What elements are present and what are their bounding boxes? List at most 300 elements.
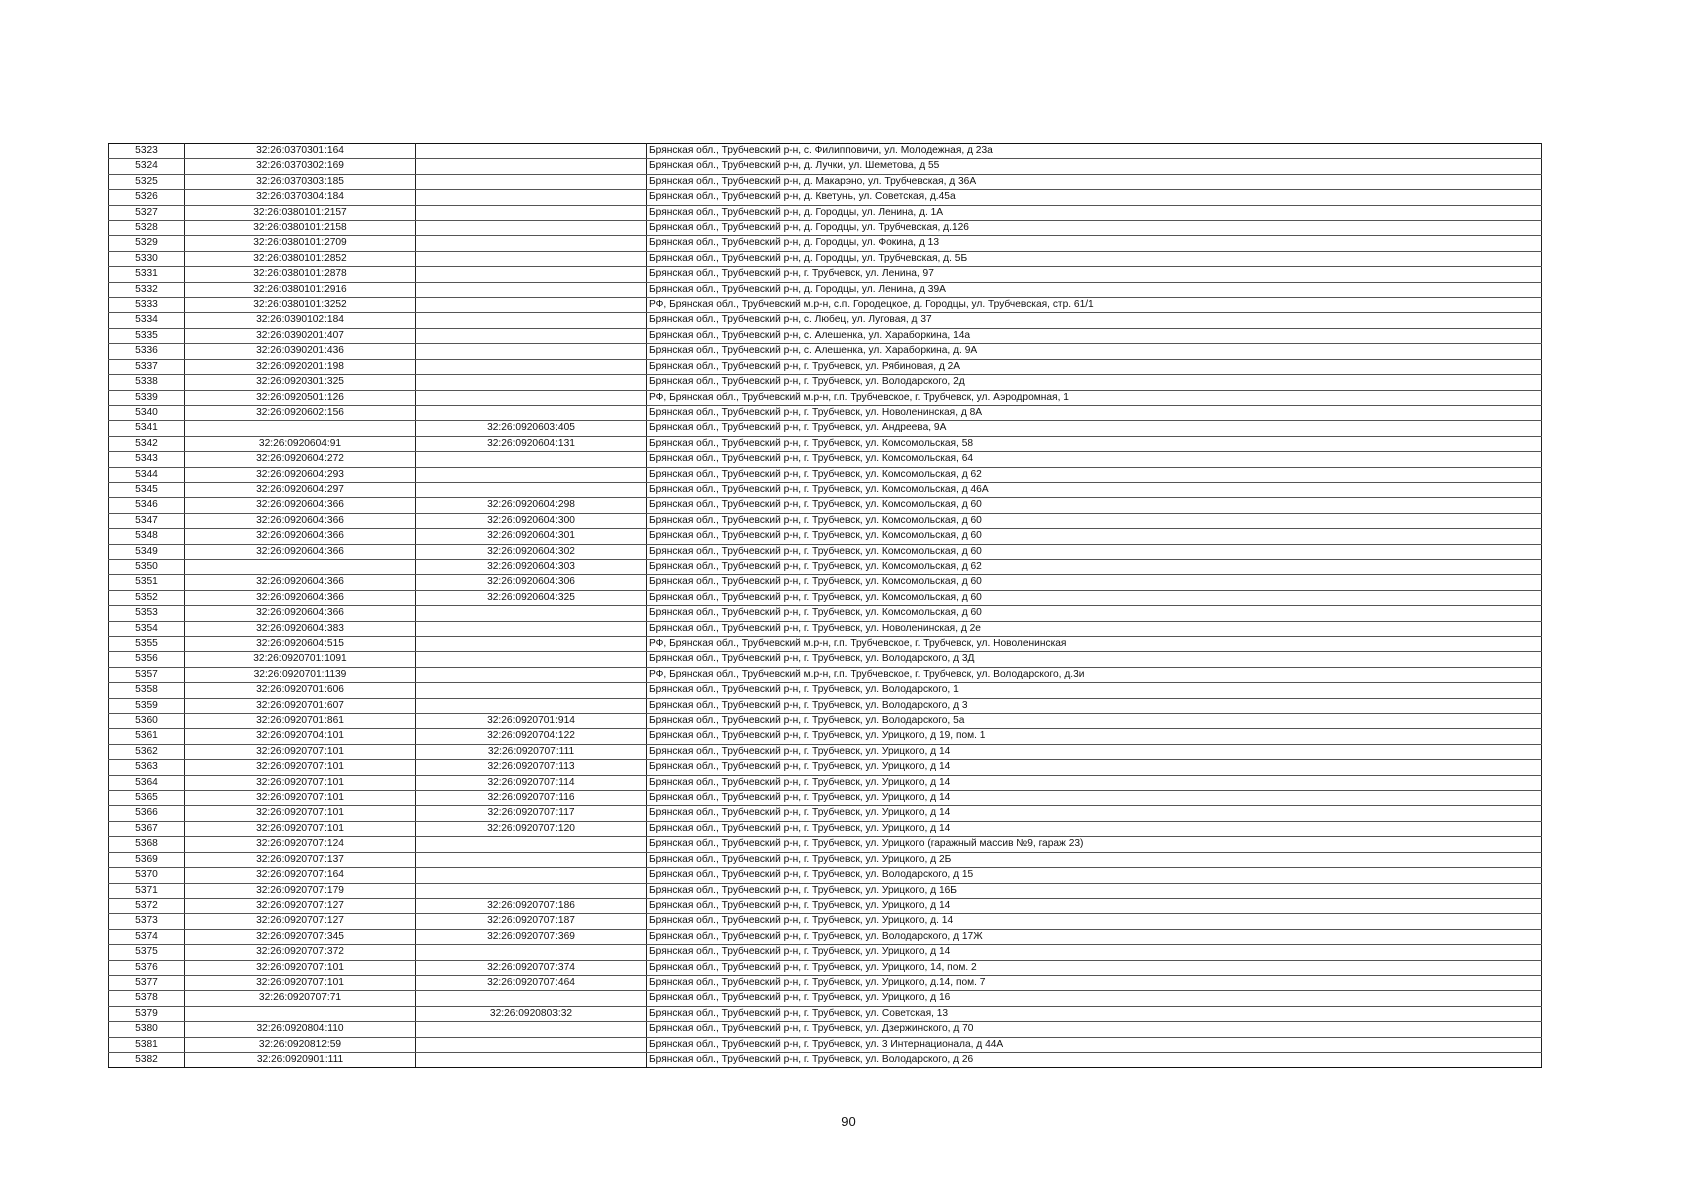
- row-number-cell: 5330: [109, 251, 185, 266]
- address-cell: Брянская обл., Трубчевский р-н, г. Трубчевск, ул. Урицкого, д 14: [647, 945, 1542, 960]
- cadastral-number-cell: 32:26:0370301:164: [185, 144, 416, 159]
- sub-cadastral-number-cell: 32:26:0920603:405: [416, 421, 647, 436]
- address-cell: Брянская обл., Трубчевский р-н, г. Трубчевск, ул. Советская, 13: [647, 1006, 1542, 1021]
- row-number-cell: 5336: [109, 344, 185, 359]
- address-cell: Брянская обл., Трубчевский р-н, г. Трубчевск, ул. Урицкого, д 19, пом. 1: [647, 729, 1542, 744]
- row-number-cell: 5335: [109, 328, 185, 343]
- row-number-cell: 5340: [109, 405, 185, 420]
- sub-cadastral-number-cell: 32:26:0920707:117: [416, 806, 647, 821]
- cadastral-number-cell: 32:26:0920701:607: [185, 698, 416, 713]
- cadastral-number-cell: 32:26:0380101:3252: [185, 298, 416, 313]
- row-number-cell: 5360: [109, 714, 185, 729]
- table-row: [109, 159, 1542, 174]
- sub-cadastral-number-cell: [416, 405, 647, 420]
- sub-cadastral-number-cell: [416, 621, 647, 636]
- row-number-cell: 5346: [109, 498, 185, 513]
- table-row: [109, 590, 1542, 605]
- cadastral-number-cell: 32:26:0380101:2709: [185, 236, 416, 251]
- table-row: [109, 328, 1542, 343]
- cadastral-number-cell: 32:26:0370302:169: [185, 159, 416, 174]
- sub-cadastral-number-cell: [416, 267, 647, 282]
- sub-cadastral-number-cell: 32:26:0920604:325: [416, 590, 647, 605]
- row-number-cell: 5349: [109, 544, 185, 559]
- address-cell: Брянская обл., Трубчевский р-н, г. Трубчевск, ул. Урицкого, д 14: [647, 775, 1542, 790]
- sub-cadastral-number-cell: 32:26:0920604:131: [416, 436, 647, 451]
- row-number-cell: 5381: [109, 1037, 185, 1052]
- address-cell: РФ, Брянская обл., Трубчевский м.р-н, г.п. Трубчевское, г. Трубчевск, ул. Новоленинская: [647, 637, 1542, 652]
- sub-cadastral-number-cell: [416, 868, 647, 883]
- row-number-cell: 5368: [109, 837, 185, 852]
- sub-cadastral-number-cell: [416, 467, 647, 482]
- sub-cadastral-number-cell: [416, 313, 647, 328]
- sub-cadastral-number-cell: [416, 482, 647, 497]
- sub-cadastral-number-cell: [416, 221, 647, 236]
- table-row: [109, 821, 1542, 836]
- sub-cadastral-number-cell: 32:26:0920604:298: [416, 498, 647, 513]
- cadastral-number-cell: 32:26:0920707:124: [185, 837, 416, 852]
- cadastral-number-cell: 32:26:0920604:366: [185, 513, 416, 528]
- row-number-cell: 5343: [109, 452, 185, 467]
- sub-cadastral-number-cell: [416, 390, 647, 405]
- table-row: [109, 1037, 1542, 1052]
- address-cell: Брянская обл., Трубчевский р-н, г. Трубчевск, ул. Володарского, 1: [647, 683, 1542, 698]
- cadastral-number-cell: 32:26:0920707:71: [185, 991, 416, 1006]
- table-row: [109, 559, 1542, 574]
- address-cell: Брянская обл., Трубчевский р-н, г. Трубчевск, ул. Комсомольская, 58: [647, 436, 1542, 451]
- row-number-cell: 5351: [109, 575, 185, 590]
- row-number-cell: 5374: [109, 929, 185, 944]
- address-cell: Брянская обл., Трубчевский р-н, д. Макарэно, ул. Трубчевская, д 36А: [647, 174, 1542, 189]
- cadastral-number-cell: 32:26:0920707:137: [185, 852, 416, 867]
- table-row: [109, 837, 1542, 852]
- row-number-cell: 5378: [109, 991, 185, 1006]
- table-row: [109, 1006, 1542, 1021]
- sub-cadastral-number-cell: 32:26:0920707:120: [416, 821, 647, 836]
- cadastral-number-cell: 32:26:0920707:372: [185, 945, 416, 960]
- table-row: [109, 606, 1542, 621]
- cadastral-number-cell: 32:26:0920707:101: [185, 806, 416, 821]
- table-row: [109, 929, 1542, 944]
- sub-cadastral-number-cell: [416, 282, 647, 297]
- row-number-cell: 5347: [109, 513, 185, 528]
- table-row: [109, 513, 1542, 528]
- table-row: [109, 529, 1542, 544]
- row-number-cell: 5342: [109, 436, 185, 451]
- row-number-cell: 5355: [109, 637, 185, 652]
- row-number-cell: 5350: [109, 559, 185, 574]
- table-row: [109, 714, 1542, 729]
- address-cell: Брянская обл., Трубчевский р-н, с. Любец, ул. Луговая, д 37: [647, 313, 1542, 328]
- table-row: [109, 1022, 1542, 1037]
- sub-cadastral-number-cell: [416, 159, 647, 174]
- cadastral-number-cell: 32:26:0920707:101: [185, 821, 416, 836]
- address-cell: Брянская обл., Трубчевский р-н, с. Алешенка, ул. Хараборкина, д. 9А: [647, 344, 1542, 359]
- cadastral-number-cell: 32:26:0390201:436: [185, 344, 416, 359]
- cadastral-number-cell: 32:26:0920707:101: [185, 960, 416, 975]
- row-number-cell: 5369: [109, 852, 185, 867]
- address-cell: Брянская обл., Трубчевский р-н, г. Трубчевск, ул. Урицкого, д 14: [647, 791, 1542, 806]
- cadastral-number-cell: 32:26:0390201:407: [185, 328, 416, 343]
- row-number-cell: 5339: [109, 390, 185, 405]
- table-row: [109, 1052, 1542, 1067]
- address-cell: Брянская обл., Трубчевский р-н, г. Трубчевск, ул. Урицкого, д 2Б: [647, 852, 1542, 867]
- address-cell: Брянская обл., Трубчевский р-н, г. Трубчевск, ул. Комсомольская, д 60: [647, 606, 1542, 621]
- table-row: [109, 914, 1542, 929]
- table-row: [109, 729, 1542, 744]
- sub-cadastral-number-cell: [416, 698, 647, 713]
- table-row: [109, 975, 1542, 990]
- table-row: [109, 221, 1542, 236]
- cadastral-number-cell: 32:26:0920604:297: [185, 482, 416, 497]
- row-number-cell: 5348: [109, 529, 185, 544]
- cadastral-number-cell: 32:26:0370304:184: [185, 190, 416, 205]
- row-number-cell: 5338: [109, 375, 185, 390]
- cadastral-number-cell: 32:26:0920804:110: [185, 1022, 416, 1037]
- address-cell: Брянская обл., Трубчевский р-н, г. Трубчевск, ул. Урицкого, д 16Б: [647, 883, 1542, 898]
- cadastral-number-cell: 32:26:0920604:383: [185, 621, 416, 636]
- row-number-cell: 5370: [109, 868, 185, 883]
- address-cell: Брянская обл., Трубчевский р-н, г. Трубчевск, ул. Володарского, 2д: [647, 375, 1542, 390]
- sub-cadastral-number-cell: [416, 328, 647, 343]
- table-row: [109, 868, 1542, 883]
- table-row: [109, 205, 1542, 220]
- address-cell: Брянская обл., Трубчевский р-н, г. Трубчевск, ул. Комсомольская, д 60: [647, 529, 1542, 544]
- sub-cadastral-number-cell: [416, 945, 647, 960]
- row-number-cell: 5356: [109, 652, 185, 667]
- row-number-cell: 5375: [109, 945, 185, 960]
- sub-cadastral-number-cell: [416, 344, 647, 359]
- row-number-cell: 5358: [109, 683, 185, 698]
- row-number-cell: 5359: [109, 698, 185, 713]
- cadastral-number-cell: 32:26:0920901:111: [185, 1052, 416, 1067]
- table-row: [109, 744, 1542, 759]
- cadastral-number-cell: 32:26:0920707:127: [185, 898, 416, 913]
- sub-cadastral-number-cell: [416, 637, 647, 652]
- sub-cadastral-number-cell: [416, 144, 647, 159]
- address-cell: Брянская обл., Трубчевский р-н, г. Трубчевск, ул. Урицкого, д 14: [647, 760, 1542, 775]
- table-row: [109, 313, 1542, 328]
- address-cell: Брянская обл., Трубчевский р-н, г. Трубчевск, ул. Новоленинская, д 2е: [647, 621, 1542, 636]
- cadastral-number-cell: 32:26:0920701:1091: [185, 652, 416, 667]
- registry-table-body: [109, 144, 1542, 1068]
- cadastral-number-cell: 32:26:0920301:325: [185, 375, 416, 390]
- table-row: [109, 991, 1542, 1006]
- row-number-cell: 5337: [109, 359, 185, 374]
- row-number-cell: 5324: [109, 159, 185, 174]
- sub-cadastral-number-cell: [416, 683, 647, 698]
- address-cell: Брянская обл., Трубчевский р-н, г. Трубчевск, ул. Комсомольская, д 60: [647, 575, 1542, 590]
- table-row: [109, 375, 1542, 390]
- table-row: [109, 405, 1542, 420]
- row-number-cell: 5379: [109, 1006, 185, 1021]
- row-number-cell: 5326: [109, 190, 185, 205]
- table-row: [109, 144, 1542, 159]
- row-number-cell: 5362: [109, 744, 185, 759]
- sub-cadastral-number-cell: [416, 452, 647, 467]
- table-row: [109, 482, 1542, 497]
- cadastral-number-cell: 32:26:0920604:272: [185, 452, 416, 467]
- table-row: [109, 652, 1542, 667]
- address-cell: Брянская обл., Трубчевский р-н, с. Алешенка, ул. Хараборкина, 14а: [647, 328, 1542, 343]
- sub-cadastral-number-cell: [416, 205, 647, 220]
- row-number-cell: 5328: [109, 221, 185, 236]
- row-number-cell: 5329: [109, 236, 185, 251]
- cadastral-number-cell: 32:26:0920707:179: [185, 883, 416, 898]
- sub-cadastral-number-cell: [416, 1022, 647, 1037]
- row-number-cell: 5357: [109, 667, 185, 682]
- page-number: 90: [841, 1114, 856, 1129]
- row-number-cell: 5327: [109, 205, 185, 220]
- table-row: [109, 852, 1542, 867]
- table-row: [109, 575, 1542, 590]
- sub-cadastral-number-cell: 32:26:0920707:116: [416, 791, 647, 806]
- address-cell: РФ, Брянская обл., Трубчевский м.р-н, с.п. Городецкое, д. Городцы, ул. Трубчевская, стр. 61/1: [647, 298, 1542, 313]
- cadastral-number-cell: 32:26:0920201:198: [185, 359, 416, 374]
- table-row: [109, 452, 1542, 467]
- cadastral-number-cell: 32:26:0920707:101: [185, 744, 416, 759]
- address-cell: Брянская обл., Трубчевский р-н, г. Трубчевск, ул. Комсомольская, д 60: [647, 590, 1542, 605]
- row-number-cell: 5352: [109, 590, 185, 605]
- row-number-cell: 5365: [109, 791, 185, 806]
- row-number-cell: 5373: [109, 914, 185, 929]
- sub-cadastral-number-cell: 32:26:0920707:374: [416, 960, 647, 975]
- address-cell: Брянская обл., Трубчевский р-н, г. Трубчевск, ул. Урицкого, д 14: [647, 821, 1542, 836]
- address-cell: Брянская обл., Трубчевский р-н, г. Трубчевск, ул. Урицкого, д 16: [647, 991, 1542, 1006]
- table-row: [109, 945, 1542, 960]
- sub-cadastral-number-cell: 32:26:0920707:186: [416, 898, 647, 913]
- cadastral-number-cell: 32:26:0920701:1139: [185, 667, 416, 682]
- table-row: [109, 436, 1542, 451]
- table-row: [109, 637, 1542, 652]
- sub-cadastral-number-cell: 32:26:0920707:114: [416, 775, 647, 790]
- sub-cadastral-number-cell: 32:26:0920604:306: [416, 575, 647, 590]
- address-cell: Брянская обл., Трубчевский р-н, д. Городцы, ул. Фокина, д 13: [647, 236, 1542, 251]
- row-number-cell: 5372: [109, 898, 185, 913]
- cadastral-number-cell: 32:26:0920707:101: [185, 760, 416, 775]
- row-number-cell: 5361: [109, 729, 185, 744]
- address-cell: Брянская обл., Трубчевский р-н, г. Трубчевск, ул. Комсомольская, д 46А: [647, 482, 1542, 497]
- cadastral-number-cell: 32:26:0920604:366: [185, 529, 416, 544]
- address-cell: Брянская обл., Трубчевский р-н, г. Трубчевск, ул. Володарского, 5а: [647, 714, 1542, 729]
- address-cell: Брянская обл., Трубчевский р-н, г. Трубчевск, ул. Андреева, 9А: [647, 421, 1542, 436]
- address-cell: Брянская обл., Трубчевский р-н, д. Кветунь, ул. Советская, д.45а: [647, 190, 1542, 205]
- sub-cadastral-number-cell: [416, 236, 647, 251]
- sub-cadastral-number-cell: 32:26:0920707:187: [416, 914, 647, 929]
- sub-cadastral-number-cell: 32:26:0920803:32: [416, 1006, 647, 1021]
- address-cell: Брянская обл., Трубчевский р-н, г. Трубчевск, ул. Володарского, д 26: [647, 1052, 1542, 1067]
- sub-cadastral-number-cell: 32:26:0920604:300: [416, 513, 647, 528]
- address-cell: Брянская обл., Трубчевский р-н, г. Трубчевск, ул. Рябиновая, д 2А: [647, 359, 1542, 374]
- cadastral-number-cell: 32:26:0380101:2852: [185, 251, 416, 266]
- sub-cadastral-number-cell: [416, 837, 647, 852]
- row-number-cell: 5377: [109, 975, 185, 990]
- address-cell: Брянская обл., Трубчевский р-н, г. Трубчевск, ул. Комсомольская, д 62: [647, 467, 1542, 482]
- row-number-cell: 5334: [109, 313, 185, 328]
- sub-cadastral-number-cell: [416, 375, 647, 390]
- row-number-cell: 5371: [109, 883, 185, 898]
- address-cell: Брянская обл., Трубчевский р-н, г. Трубчевск, ул. Урицкого, д 14: [647, 898, 1542, 913]
- sub-cadastral-number-cell: 32:26:0920701:914: [416, 714, 647, 729]
- address-cell: Брянская обл., Трубчевский р-н, г. Трубчевск, ул. Володарского, д 3: [647, 698, 1542, 713]
- address-cell: Брянская обл., Трубчевский р-н, г. Трубчевск, ул. Комсомольская, д 60: [647, 513, 1542, 528]
- sub-cadastral-number-cell: [416, 652, 647, 667]
- table-row: [109, 791, 1542, 806]
- address-cell: Брянская обл., Трубчевский р-н, д. Городцы, ул. Ленина, д. 1А: [647, 205, 1542, 220]
- cadastral-number-cell: 32:26:0920707:127: [185, 914, 416, 929]
- table-row: [109, 190, 1542, 205]
- sub-cadastral-number-cell: 32:26:0920707:113: [416, 760, 647, 775]
- row-number-cell: 5376: [109, 960, 185, 975]
- address-cell: Брянская обл., Трубчевский р-н, г. Трубчевск, ул. 3 Интернационала, д 44А: [647, 1037, 1542, 1052]
- row-number-cell: 5382: [109, 1052, 185, 1067]
- address-cell: Брянская обл., Трубчевский р-н, г. Трубчевск, ул. Комсомольская, д 60: [647, 498, 1542, 513]
- row-number-cell: 5333: [109, 298, 185, 313]
- table-row: [109, 359, 1542, 374]
- table-row: [109, 883, 1542, 898]
- row-number-cell: 5344: [109, 467, 185, 482]
- cadastral-number-cell: 32:26:0920701:861: [185, 714, 416, 729]
- address-cell: Брянская обл., Трубчевский р-н, г. Трубчевск, ул. Урицкого, д 14: [647, 806, 1542, 821]
- sub-cadastral-number-cell: [416, 1037, 647, 1052]
- table-row: [109, 390, 1542, 405]
- table-row: [109, 775, 1542, 790]
- table-row: [109, 421, 1542, 436]
- cadastral-number-cell: 32:26:0920704:101: [185, 729, 416, 744]
- cadastral-number-cell: 32:26:0390102:184: [185, 313, 416, 328]
- cadastral-number-cell: 32:26:0920604:366: [185, 544, 416, 559]
- address-cell: Брянская обл., Трубчевский р-н, г. Трубчевск, ул. Комсомольская, д 62: [647, 559, 1542, 574]
- table-row: [109, 498, 1542, 513]
- sub-cadastral-number-cell: [416, 606, 647, 621]
- row-number-cell: 5366: [109, 806, 185, 821]
- address-cell: Брянская обл., Трубчевский р-н, д. Городцы, ул. Ленина, д 39А: [647, 282, 1542, 297]
- cadastral-number-cell: 32:26:0920604:366: [185, 590, 416, 605]
- row-number-cell: 5380: [109, 1022, 185, 1037]
- sub-cadastral-number-cell: [416, 251, 647, 266]
- sub-cadastral-number-cell: 32:26:0920604:301: [416, 529, 647, 544]
- cadastral-number-cell: 32:26:0920707:164: [185, 868, 416, 883]
- row-number-cell: 5363: [109, 760, 185, 775]
- table-row: [109, 544, 1542, 559]
- sub-cadastral-number-cell: [416, 852, 647, 867]
- sub-cadastral-number-cell: 32:26:0920604:302: [416, 544, 647, 559]
- address-cell: Брянская обл., Трубчевский р-н, с. Филипповичи, ул. Молодежная, д 23а: [647, 144, 1542, 159]
- sub-cadastral-number-cell: [416, 991, 647, 1006]
- sub-cadastral-number-cell: [416, 883, 647, 898]
- cadastral-number-cell: 32:26:0920701:606: [185, 683, 416, 698]
- address-cell: Брянская обл., Трубчевский р-н, г. Трубчевск, ул. Комсомольская, д 60: [647, 544, 1542, 559]
- address-cell: Брянская обл., Трубчевский р-н, г. Трубчевск, ул. Урицкого (гаражный массив №9, гараж 23): [647, 837, 1542, 852]
- cadastral-number-cell: [185, 421, 416, 436]
- sub-cadastral-number-cell: [416, 174, 647, 189]
- address-cell: Брянская обл., Трубчевский р-н, г. Трубчевск, ул. Урицкого, 14, пом. 2: [647, 960, 1542, 975]
- table-row: [109, 683, 1542, 698]
- cadastral-number-cell: [185, 559, 416, 574]
- cadastral-number-cell: 32:26:0920707:101: [185, 791, 416, 806]
- cadastral-number-cell: 32:26:0380101:2158: [185, 221, 416, 236]
- sub-cadastral-number-cell: [416, 1052, 647, 1067]
- table-row: [109, 344, 1542, 359]
- address-cell: РФ, Брянская обл., Трубчевский м.р-н, г.п. Трубчевское, г. Трубчевск, ул. Аэродромная, 1: [647, 390, 1542, 405]
- cadastral-number-cell: 32:26:0380101:2157: [185, 205, 416, 220]
- row-number-cell: 5354: [109, 621, 185, 636]
- cadastral-number-cell: 32:26:0920707:345: [185, 929, 416, 944]
- cadastral-number-cell: 32:26:0920707:101: [185, 775, 416, 790]
- sub-cadastral-number-cell: 32:26:0920707:464: [416, 975, 647, 990]
- table-row: [109, 898, 1542, 913]
- table-row: [109, 282, 1542, 297]
- table-row: [109, 806, 1542, 821]
- cadastral-number-cell: 32:26:0920707:101: [185, 975, 416, 990]
- address-cell: Брянская обл., Трубчевский р-н, г. Трубчевск, ул. Урицкого, д.14, пом. 7: [647, 975, 1542, 990]
- table-row: [109, 698, 1542, 713]
- address-cell: Брянская обл., Трубчевский р-н, д. Городцы, ул. Трубчевская, д.126: [647, 221, 1542, 236]
- cadastral-number-cell: 32:26:0920604:91: [185, 436, 416, 451]
- address-cell: Брянская обл., Трубчевский р-н, д. Лучки, ул. Шеметова, д 55: [647, 159, 1542, 174]
- row-number-cell: 5323: [109, 144, 185, 159]
- address-cell: Брянская обл., Трубчевский р-н, г. Трубчевск, ул. Урицкого, д. 14: [647, 914, 1542, 929]
- sub-cadastral-number-cell: 32:26:0920707:369: [416, 929, 647, 944]
- sub-cadastral-number-cell: 32:26:0920604:303: [416, 559, 647, 574]
- table-row: [109, 667, 1542, 682]
- row-number-cell: 5332: [109, 282, 185, 297]
- cadastral-number-cell: 32:26:0920501:126: [185, 390, 416, 405]
- address-cell: Брянская обл., Трубчевский р-н, г. Трубчевск, ул. Урицкого, д 14: [647, 744, 1542, 759]
- table-row: [109, 267, 1542, 282]
- address-cell: Брянская обл., Трубчевский р-н, г. Трубчевск, ул. Дзержинского, д 70: [647, 1022, 1542, 1037]
- table-row: [109, 467, 1542, 482]
- table-row: [109, 236, 1542, 251]
- sub-cadastral-number-cell: 32:26:0920707:111: [416, 744, 647, 759]
- row-number-cell: 5367: [109, 821, 185, 836]
- row-number-cell: 5325: [109, 174, 185, 189]
- cadastral-number-cell: 32:26:0920604:515: [185, 637, 416, 652]
- row-number-cell: 5353: [109, 606, 185, 621]
- cadastral-number-cell: 32:26:0380101:2916: [185, 282, 416, 297]
- address-cell: РФ, Брянская обл., Трубчевский м.р-н, г.п. Трубчевское, г. Трубчевск, ул. Володарского, д.3и: [647, 667, 1542, 682]
- cadastral-number-cell: 32:26:0920812:59: [185, 1037, 416, 1052]
- sub-cadastral-number-cell: [416, 359, 647, 374]
- cadastral-number-cell: 32:26:0370303:185: [185, 174, 416, 189]
- address-cell: Брянская обл., Трубчевский р-н, г. Трубчевск, ул. Ленина, 97: [647, 267, 1542, 282]
- cadastral-number-cell: 32:26:0920604:366: [185, 498, 416, 513]
- sub-cadastral-number-cell: [416, 190, 647, 205]
- sub-cadastral-number-cell: [416, 667, 647, 682]
- address-cell: Брянская обл., Трубчевский р-н, г. Трубчевск, ул. Володарского, д 3Д: [647, 652, 1542, 667]
- table-row: [109, 960, 1542, 975]
- address-cell: Брянская обл., Трубчевский р-н, г. Трубчевск, ул. Володарского, д 15: [647, 868, 1542, 883]
- cadastral-number-cell: 32:26:0380101:2878: [185, 267, 416, 282]
- table-row: [109, 174, 1542, 189]
- row-number-cell: 5331: [109, 267, 185, 282]
- cadastral-number-cell: [185, 1006, 416, 1021]
- table-row: [109, 251, 1542, 266]
- table-row: [109, 760, 1542, 775]
- sub-cadastral-number-cell: [416, 298, 647, 313]
- sub-cadastral-number-cell: 32:26:0920704:122: [416, 729, 647, 744]
- registry-table: [108, 143, 1542, 1068]
- cadastral-number-cell: 32:26:0920602:156: [185, 405, 416, 420]
- address-cell: Брянская обл., Трубчевский р-н, г. Трубчевск, ул. Володарского, д 17Ж: [647, 929, 1542, 944]
- address-cell: Брянская обл., Трубчевский р-н, г. Трубчевск, ул. Комсомольская, 64: [647, 452, 1542, 467]
- row-number-cell: 5341: [109, 421, 185, 436]
- cadastral-number-cell: 32:26:0920604:366: [185, 575, 416, 590]
- row-number-cell: 5364: [109, 775, 185, 790]
- address-cell: Брянская обл., Трубчевский р-н, д. Городцы, ул. Трубчевская, д. 5Б: [647, 251, 1542, 266]
- row-number-cell: 5345: [109, 482, 185, 497]
- table-row: [109, 621, 1542, 636]
- address-cell: Брянская обл., Трубчевский р-н, г. Трубчевск, ул. Новоленинская, д 8А: [647, 405, 1542, 420]
